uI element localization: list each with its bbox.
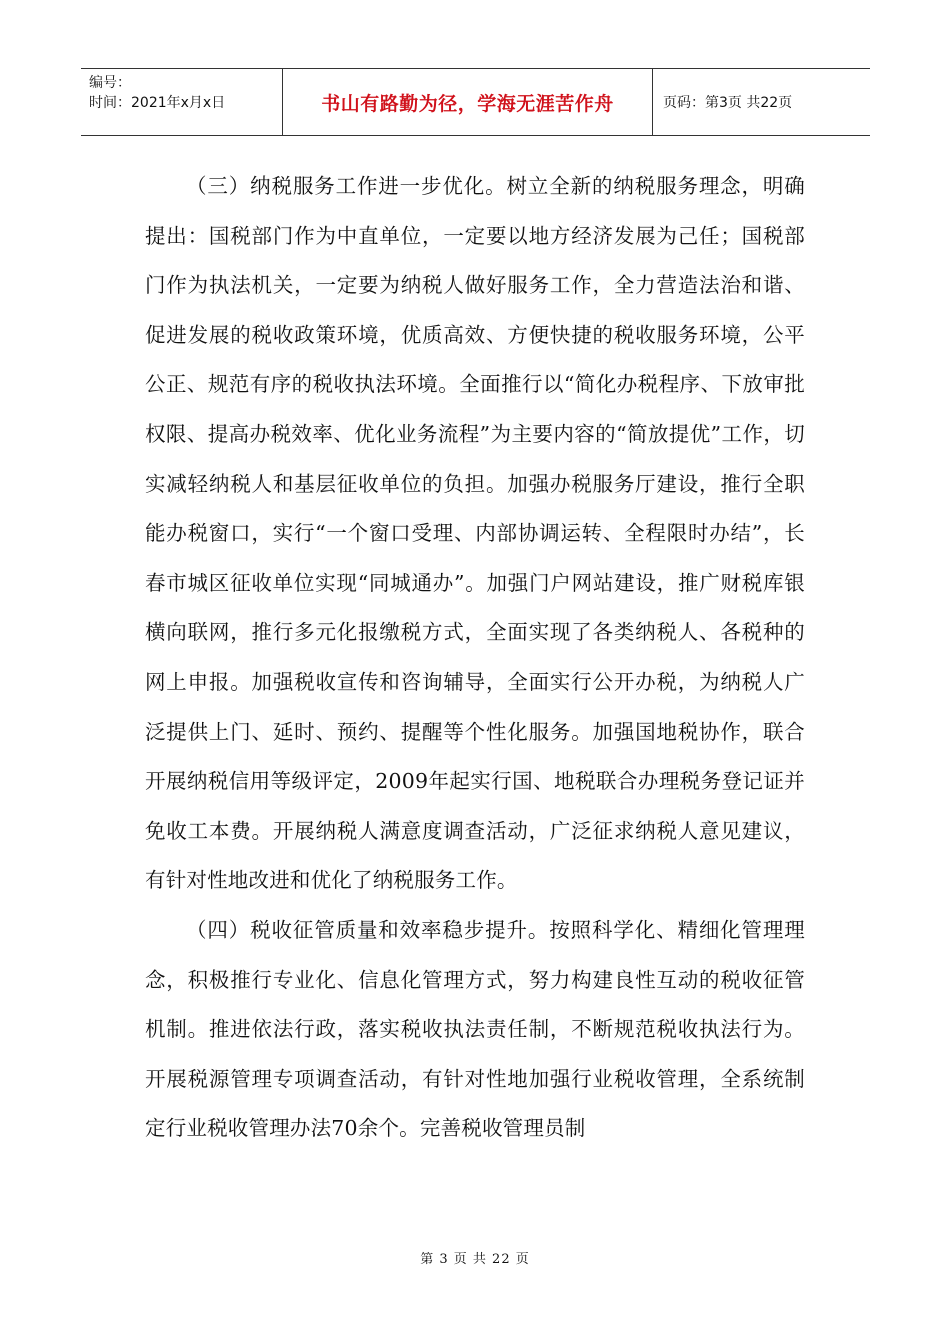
document-date-label: 时间：2021年x月x日 [89,95,226,111]
header-meta-cell [81,69,283,135]
paragraph-section-four: （四）税收征管质量和效率稳步提升。按照科学化、精细化管理理念，积极推行专业化、信息化管理方式，努力构建良性互动的税收征管机制。推进依法行政，落实税收执法责任制，不断规范税收执法行为。开展税源管理专项调查活动，有针对性地加强行业税收管理，全系统制定行业税收管理办法70余个。完善税收管理员制 [145,917,805,1141]
document-number-label: 编号： [89,75,131,91]
document-header [81,68,870,136]
document-body [145,162,805,1154]
header-page-info: 页码：第3页 共22页 [663,95,793,111]
page-footer: 第 3 页 共 22 页 [420,1252,530,1267]
header-motto: 书山有路勤为径，学海无涯苦作舟 [283,69,653,135]
paragraph-section-three: （三）纳税服务工作进一步优化。树立全新的纳税服务理念，明确提出：国税部门作为中直单位，一定要以地方经济发展为己任；国税部门作为执法机关，一定要为纳税人做好服务工作，全力营造法治和谐、促进发展的税收政策环境，优质高效、方便快捷的税收服务环境，公平公正、规范有序的税收执法环境。全面推行以“简化办税程序、下放审批权限、提高办税效率、优化业务流程”为主要内容的“简放提优”工作，切实减轻纳税人和基层征收单位的负担。加强办税服务厅建设，推行全职能办税窗口，实行“一个窗口受理、内部协调运转、全程限时办结”，长春市城区征收单位实现“同城通办”。加强门户网站建设，推广财税库银横向联网，推行多元化报缴税方式，全面实现了各类纳税人、各税种的网上申报。加强税收宣传和咨询辅导，全面实行公开办税，为纳税人广泛提供上门、延时、预约、提醒等个性化服务。加强国地税协作，联合开展纳税信用等级评定，2009年起实行国、地税联合办理税务登记证并免收工本费。开展纳税人满意度调查活动，广泛征求纳税人意见建议，有针对性地改进和优化了纳税服务工作。 [145,174,805,893]
